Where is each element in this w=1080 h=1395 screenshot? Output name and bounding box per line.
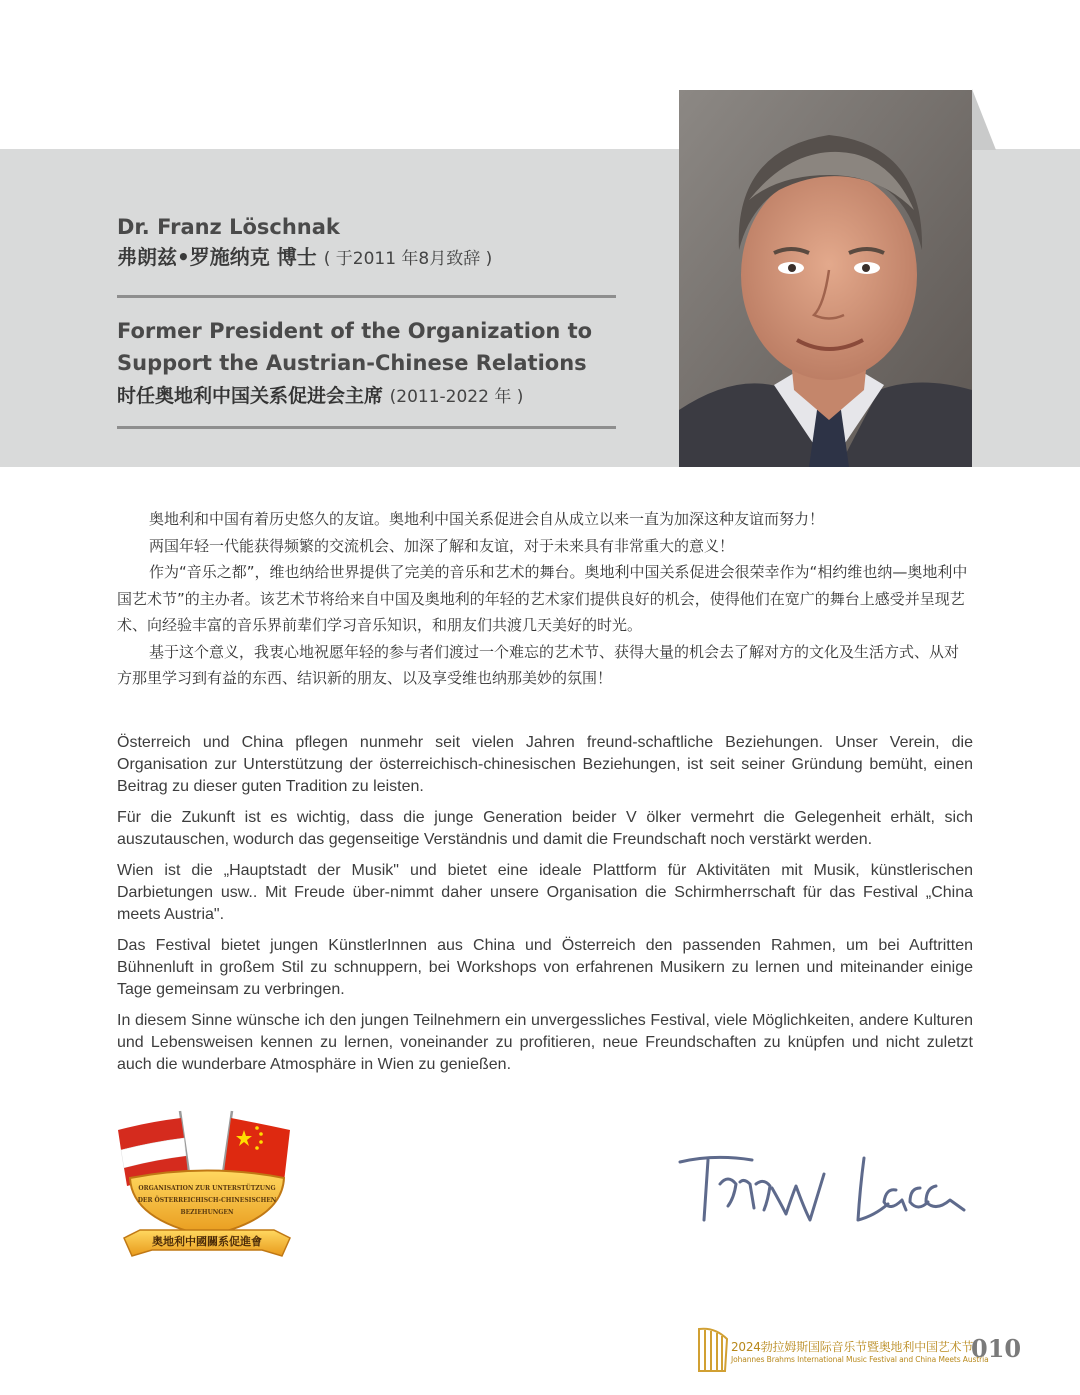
- divider-top: [117, 295, 616, 298]
- logo-ribbon-text: 奥地利中國關系促進會: [152, 1235, 262, 1248]
- festival-title-en: Johannes Brahms International Music Festival and China Meets Austria: [731, 1355, 989, 1364]
- role-block: [117, 315, 617, 414]
- de-paragraph: Österreich und China pflegen nunmehr seit vielen Jahren freund-schaftliche Beziehungen. Unser Verein, die Organisation zur Unterstützung der österreichisch-chinesischen Beziehungen, ist seit seiner Gründung bemüht, einen Beitrag zu dieser guten Tradition zu leisten.: [117, 734, 973, 795]
- speech-date-note: ( 于2011 年8月致辞 ): [323, 249, 493, 269]
- logo-text-3: BEZIEHUNGEN: [180, 1209, 234, 1216]
- zh-paragraph: 两国年轻一代能获得频繁的交流机会、加深了解和友谊，对于未来具有非常重大的意义！: [149, 536, 735, 555]
- zh-paragraph: 基于这个意义，我衷心地祝愿年轻的参与者们渡过一个难忘的艺术节、获得大量的机会去了解对方的文化及生活方式、从对方那里学习到有益的东西、结识新的朋友、以及享受维也纳那美妙的氛围！: [117, 642, 960, 687]
- role-en-line-1: Former President of the Organization to: [117, 319, 593, 343]
- harp-icon: [695, 1325, 731, 1375]
- festival-title-zh: 2024勃拉姆斯国际音乐节暨奥地利中国艺术节: [731, 1340, 974, 1354]
- person-name-zh-text: 弗朗兹•罗施纳克 博士: [117, 245, 317, 269]
- organization-logo: [112, 1108, 302, 1268]
- zh-paragraph: 奥地利和中国有着历史悠久的友谊。奥地利中国关系促进会自从成立以来一直为加深这种友谊而努力！: [149, 510, 825, 528]
- person-name-en: Dr. Franz Löschnak: [117, 215, 340, 239]
- header-band-tab: [972, 89, 998, 150]
- portrait-photo: [679, 90, 972, 467]
- de-paragraph: Für die Zukunft ist es wichtig, dass die junge Generation beider V ölker vermehrt die Gelegenheit erhält, sich auszutauschen, wodurch das gegenseitige Verständnis und damit die Freundschaft noch verstärkt werden.: [117, 809, 973, 848]
- divider-bottom: [117, 426, 616, 429]
- logo-text-1: ORGANISATION ZUR UNTERSTÜTZUNG: [138, 1185, 276, 1192]
- role-zh-text: 时任奥地利中国关系促进会主席: [117, 385, 384, 407]
- person-name-zh: [117, 242, 617, 274]
- term-note: (2011-2022 年 ): [389, 387, 524, 407]
- zh-paragraph: 作为“音乐之都”，维也纳给世界提供了完美的音乐和艺术的舞台。奥地利中国关系促进会很荣幸作为“相约维也纳—奥地利中国艺术节”的主办者。该艺术节将给来自中国及奥地利的年轻的艺术家们提供良好的机会，使得他们在宽广的舞台上感受并呈现艺术、向经验丰富的音乐界前辈们学习音乐知识，和朋友们共渡几天美好的时光。: [117, 563, 968, 634]
- logo-text-2: DER ÖSTERREICHISCH-CHINESISCHEN: [137, 1197, 277, 1204]
- signature: [674, 1140, 984, 1240]
- chinese-letter: [117, 506, 973, 692]
- role-en-line-2: Support the Austrian-Chinese Relations: [117, 351, 587, 375]
- name-block: [117, 212, 617, 274]
- de-paragraph: Wien ist die „Hauptstadt der Musik" und bietet eine ideale Plattform für Aktivitäten mit Musik, künstlerischen Darbietungen usw.. Mit Freude über-nimmt daher unsere Organisation die Schirmherrschaft für das Festival „China meets Austria".: [117, 862, 973, 923]
- de-paragraph: Das Festival bietet jungen KünstlerInnen aus China und Österreich den passenden Rahmen, um bei Auftritten Bühnenluft in großem Stil zu schnuppern, bei Workshops von erfahrenen Musikern zu lernen und miteinander einige Tage gemeinsam zu verbringen.: [117, 937, 973, 998]
- german-letter: [117, 732, 973, 1085]
- page-number: 010: [971, 1334, 1022, 1363]
- de-paragraph: In diesem Sinne wünsche ich den jungen Teilnehmern ein unvergessliches Festival, viele Möglichkeiten, andere Kulturen und Lebensweisen kennen zu lernen, voneinander zu profitieren, neue Freundschaften zu knüpfen und nicht zuletzt auch die wunderbare Atmosphäre in Wien zu genießen.: [117, 1012, 973, 1073]
- role-zh: [117, 379, 617, 414]
